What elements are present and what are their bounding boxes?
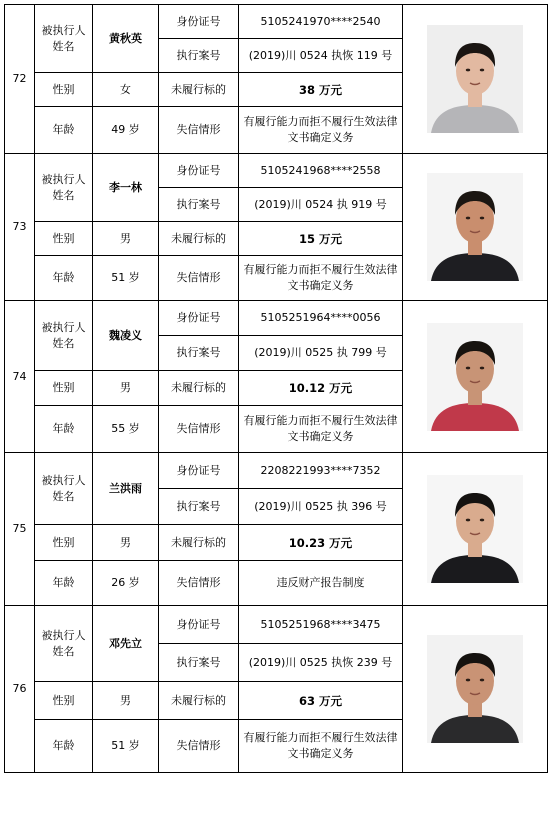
- name-label: [35, 5, 93, 73]
- portrait-left-eye: [466, 679, 470, 682]
- situation-value: 违反财产报告制度: [239, 561, 403, 606]
- situation-label: 失信情形: [159, 561, 239, 606]
- person-name: 黄秋英: [93, 5, 159, 73]
- id-number: 5105241970****2540: [239, 5, 403, 39]
- age-value: 51 岁: [93, 256, 159, 301]
- gender-value: 男: [93, 222, 159, 256]
- gender-value: 男: [93, 371, 159, 406]
- case-label: 执行案号: [159, 39, 239, 73]
- amount-label: 未履行标的: [159, 222, 239, 256]
- amount-value: 10.23 万元: [239, 525, 403, 561]
- record-72: [5, 5, 548, 154]
- age-label: 年龄: [35, 107, 93, 154]
- age-label: 年龄: [35, 720, 93, 773]
- age-label: 年龄: [35, 406, 93, 453]
- situation-label: 失信情形: [159, 107, 239, 154]
- portrait-left-eye: [466, 519, 470, 522]
- age-value: 51 岁: [93, 720, 159, 773]
- portrait-left-eye: [466, 217, 470, 220]
- portrait-graphic: [427, 323, 523, 431]
- amount-label: 未履行标的: [159, 371, 239, 406]
- case-number: (2019)川 0524 执 919 号: [239, 188, 403, 222]
- id-label: 身份证号: [159, 606, 239, 644]
- amount-value: 63 万元: [239, 682, 403, 720]
- defaulter-roster-table: [4, 4, 548, 773]
- id-label: 身份证号: [159, 5, 239, 39]
- amount-label: 未履行标的: [159, 682, 239, 720]
- amount-value: 15 万元: [239, 222, 403, 256]
- case-label: 执行案号: [159, 336, 239, 371]
- name-label: [35, 154, 93, 222]
- age-value: 26 岁: [93, 561, 159, 606]
- name-label-text: 被执行人 姓名: [41, 320, 86, 350]
- portrait-right-eye: [480, 217, 484, 220]
- record-75: [5, 453, 548, 606]
- record-number: 72: [5, 5, 35, 154]
- person-photo: [427, 635, 523, 743]
- person-name: 邓先立: [93, 606, 159, 682]
- portrait-graphic: [427, 173, 523, 281]
- photo-cell: [403, 606, 548, 773]
- person-name: 魏凌义: [93, 301, 159, 371]
- case-number: (2019)川 0525 执恢 239 号: [239, 644, 403, 682]
- record-74: [5, 301, 548, 453]
- gender-label: 性别: [35, 682, 93, 720]
- amount-value: 10.12 万元: [239, 371, 403, 406]
- situation-label: 失信情形: [159, 720, 239, 773]
- name-label-text: 被执行人 姓名: [41, 628, 86, 658]
- amount-label: 未履行标的: [159, 525, 239, 561]
- photo-cell: [403, 5, 548, 154]
- portrait-left-eye: [466, 69, 470, 72]
- case-label: 执行案号: [159, 489, 239, 525]
- id-number: 5105241968****2558: [239, 154, 403, 188]
- gender-label: 性别: [35, 525, 93, 561]
- portrait-graphic: [427, 25, 523, 133]
- name-label: [35, 606, 93, 682]
- id-number: 2208221993****7352: [239, 453, 403, 489]
- situation-value: 有履行能力而拒不履行生效法律文书确定义务: [239, 720, 403, 773]
- record-number: 75: [5, 453, 35, 606]
- name-label-text: 被执行人 姓名: [41, 473, 86, 503]
- photo-cell: [403, 453, 548, 606]
- amount-label: 未履行标的: [159, 73, 239, 107]
- name-label-text: 被执行人 姓名: [41, 23, 86, 53]
- situation-label: 失信情形: [159, 406, 239, 453]
- record-number: 73: [5, 154, 35, 301]
- portrait-left-eye: [466, 366, 470, 369]
- gender-value: 女: [93, 73, 159, 107]
- gender-value: 男: [93, 525, 159, 561]
- record-73: [5, 154, 548, 301]
- situation-value: 有履行能力而拒不履行生效法律文书确定义务: [239, 107, 403, 154]
- situation-value: 有履行能力而拒不履行生效法律文书确定义务: [239, 406, 403, 453]
- amount-value: 38 万元: [239, 73, 403, 107]
- case-label: 执行案号: [159, 644, 239, 682]
- portrait-right-eye: [480, 69, 484, 72]
- portrait-right-eye: [480, 679, 484, 682]
- age-value: 49 岁: [93, 107, 159, 154]
- gender-label: 性别: [35, 222, 93, 256]
- case-label: 执行案号: [159, 188, 239, 222]
- situation-value: 有履行能力而拒不履行生效法律文书确定义务: [239, 256, 403, 301]
- age-label: 年龄: [35, 256, 93, 301]
- id-number: 5105251964****0056: [239, 301, 403, 336]
- record-76: [5, 606, 548, 773]
- photo-cell: [403, 154, 548, 301]
- portrait-graphic: [427, 475, 523, 583]
- portrait-graphic: [427, 635, 523, 743]
- id-label: 身份证号: [159, 154, 239, 188]
- photo-cell: [403, 301, 548, 453]
- person-photo: [427, 323, 523, 431]
- person-name: 李一林: [93, 154, 159, 222]
- name-label: [35, 301, 93, 371]
- person-photo: [427, 25, 523, 133]
- gender-label: 性别: [35, 73, 93, 107]
- record-number: 74: [5, 301, 35, 453]
- name-label-text: 被执行人 姓名: [41, 172, 86, 202]
- person-photo: [427, 475, 523, 583]
- portrait-right-eye: [480, 366, 484, 369]
- id-label: 身份证号: [159, 453, 239, 489]
- id-number: 5105251968****3475: [239, 606, 403, 644]
- situation-label: 失信情形: [159, 256, 239, 301]
- person-name: 兰洪雨: [93, 453, 159, 525]
- case-number: (2019)川 0524 执恢 119 号: [239, 39, 403, 73]
- gender-value: 男: [93, 682, 159, 720]
- record-number: 76: [5, 606, 35, 773]
- case-number: (2019)川 0525 执 396 号: [239, 489, 403, 525]
- name-label: [35, 453, 93, 525]
- portrait-right-eye: [480, 519, 484, 522]
- age-value: 55 岁: [93, 406, 159, 453]
- person-photo: [427, 173, 523, 281]
- age-label: 年龄: [35, 561, 93, 606]
- case-number: (2019)川 0525 执 799 号: [239, 336, 403, 371]
- id-label: 身份证号: [159, 301, 239, 336]
- gender-label: 性别: [35, 371, 93, 406]
